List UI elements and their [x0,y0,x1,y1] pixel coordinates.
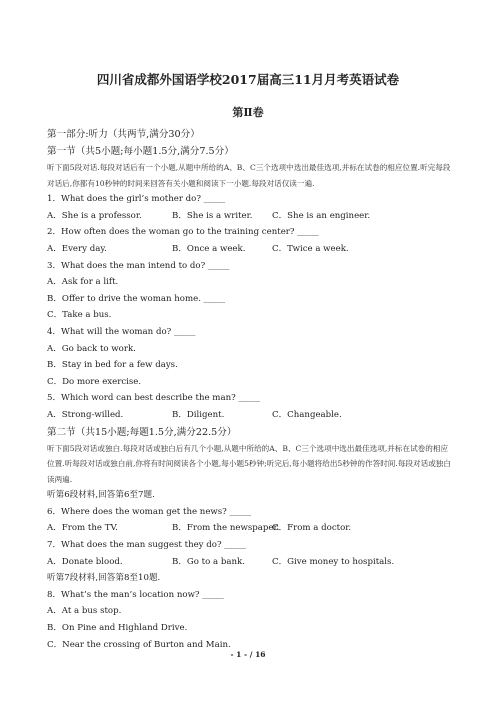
section2-heading: 第二节（共15小题;每题1.5分,满分22.5分） [47,426,237,438]
section1-heading: 第一节（共5小题;每小题1.5分,满分7.5分） [47,146,234,157]
option-a: A．Ask for a lift. [47,277,119,288]
page-title: 四川省成都外国语学校2017届高三11月月考英语试卷 [96,72,400,87]
option-c: C．She is an engineer. [272,210,371,221]
document-content [47,126,455,653]
question-7: 7．What does the man suggest they do? _____ [47,540,246,551]
section2-instructions: 听下面5段对话或独白.每段对话或独白后有几个小题,从题中所给的A、B、C三个选项中选出最佳选项,并标在试卷的相应位置.听每段对话或独白前,你将有时间阅读各个小题,每小题5秒钟;听完后,每小题将给出5秒钟的作答时间.每段对话或独白读两遍. [47,443,451,484]
option-c: C．Take a bus. [47,310,112,321]
option-a: A．From the TV. [47,523,118,534]
option-c: C．Do more exercise. [47,376,142,387]
option-a: A．Donate blood. [47,556,123,567]
question-5: 5．Which word can best describe the man? _____ [47,393,260,404]
option-b: B．She is a writer. [172,210,253,221]
option-b: B．From the newspaper. [172,523,280,534]
option-a: A．At a bus stop. [47,606,122,617]
page-number: - 1 - / 16 [230,650,266,659]
question-1: 1．What does the girl’s mother do? _____ [47,194,226,205]
option-c: C．Near the crossing of Burton and Main. [47,639,231,650]
option-c: C．Changeable. [272,409,342,420]
question-1-options [47,208,455,225]
part-heading: 第一部分:听力（共两节,满分30分） [47,129,200,140]
question-6-options [47,520,455,537]
question-7-options [47,554,455,571]
option-b: B．Offer to drive the woman home. _____ [47,293,226,304]
section1-instructions: 听下面5段对话.每段对话后有一个小题,从题中所给的A、B、C三个选项中选出最佳选项,并标在试卷的相应位置.听完每段对话后,你都有10秒钟的时间来回答有关小题和阅读下一小题.每段对话仅读一遍. [47,163,451,188]
question-2: 2．How often does the woman go to the training center? _____ [47,227,319,238]
question-2-options [47,241,455,258]
question-6: 6．Where does the woman get the news? _____ [47,506,252,517]
option-a: A．She is a professor. [47,210,142,221]
question-5-options [47,407,455,424]
option-b: B．Stay in bed for a few days. [47,360,178,371]
option-b: B．Go to a bank. [172,556,245,567]
option-b: B．Diligent. [172,409,225,420]
volume-heading: 第Ⅱ卷 [232,106,264,119]
option-b: B．Once a week. [172,243,246,254]
option-a: A．Every day. [47,243,107,254]
material-note: 听第7段材料,回答第8至10题. [47,573,161,584]
question-4: 4．What will the woman do? _____ [47,326,196,337]
material-note: 听第6段材料,回答第6至7题. [47,490,155,501]
option-c: C．From a doctor. [272,523,352,534]
option-c: C．Give money to hospitals. [272,556,395,567]
option-b: B．On Pine and Highland Drive. [47,623,188,634]
option-a: A．Strong-willed. [47,409,124,420]
option-c: C．Twice a week. [272,243,349,254]
option-a: A．Go back to work. [47,343,136,354]
question-3: 3．What does the man intend to do? _____ [47,260,230,271]
question-8: 8．What’s the man’s location now? _____ [47,589,224,600]
